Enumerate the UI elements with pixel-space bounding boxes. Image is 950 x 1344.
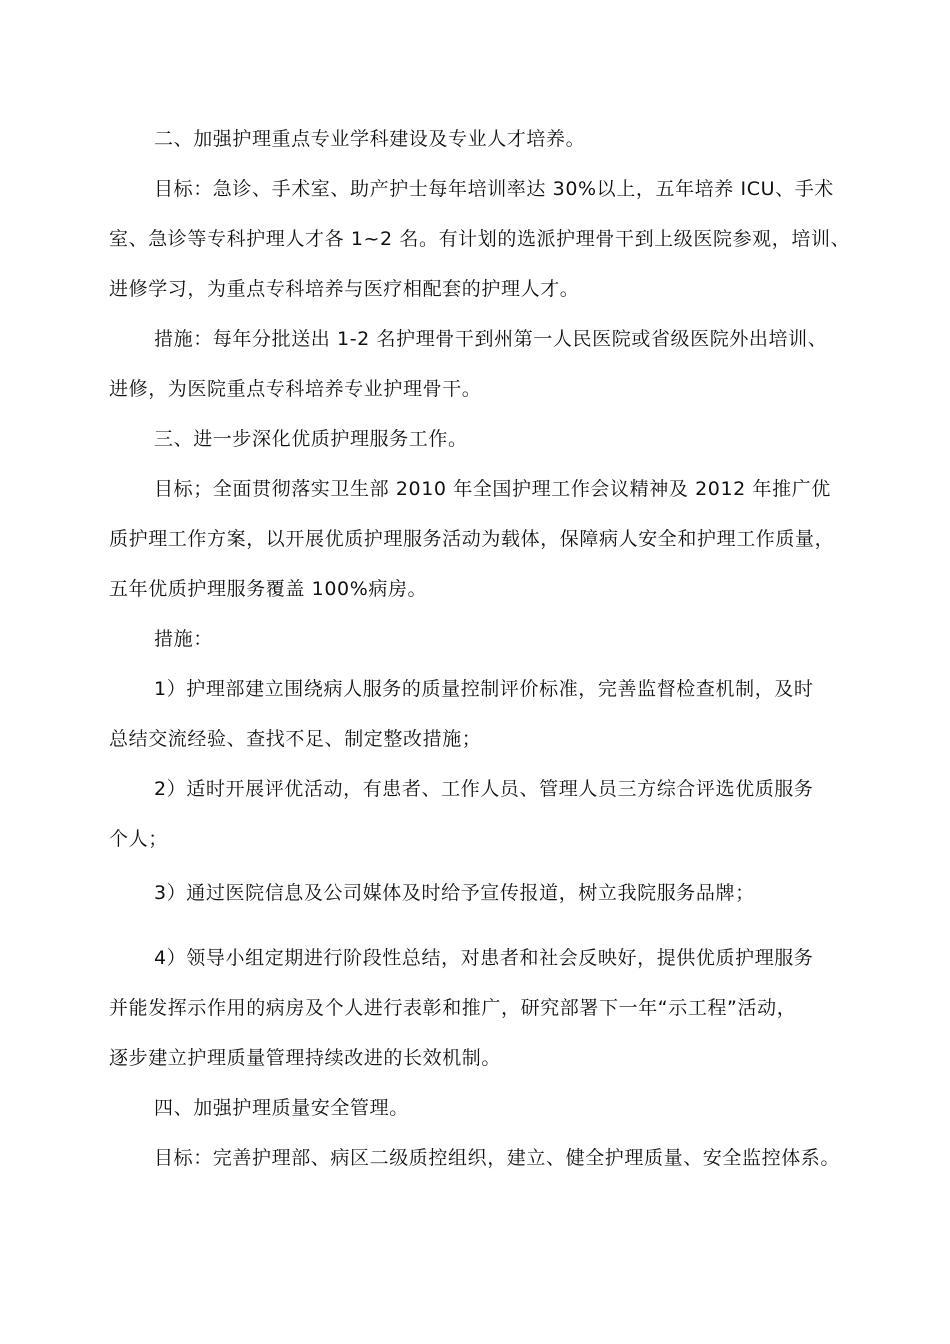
- measure-2-line-1: 2）适时开展评优活动，有患者、工作人员、管理人员三方综合评选优质服务: [154, 778, 814, 800]
- section-two-goal-line-2: 室、急诊等专科护理人才各 1~2 名。有计划的选派护理骨干到上级医院参观，培训、: [109, 228, 851, 250]
- section-three-goal-line-1: 目标；全面贯彻落实卫生部 2010 年全国护理工作会议精神及 2012 年推广优: [154, 478, 831, 500]
- section-four-goal-line-1: 目标：完善护理部、病区二级质控组织，建立、健全护理质量、安全监控体系。: [154, 1147, 841, 1169]
- section-three-goal-line-2: 质护理工作方案，以开展优质护理服务活动为载体，保障病人安全和护理工作质量，: [109, 528, 835, 550]
- section-two-measure-line-2: 进修，为医院重点专科培养专业护理骨干。: [109, 378, 482, 400]
- measure-4-line-3: 逐步建立护理质量管理持续改进的长效机制。: [109, 1047, 502, 1069]
- section-three-heading: 三、进一步深化优质护理服务工作。: [154, 428, 468, 450]
- measure-4-line-2: 并能发挥示作用的病房及个人进行表彰和推广，研究部署下一年“示工程”活动，: [109, 997, 797, 1019]
- section-two-measure-line-1: 措施：每年分批送出 1-2 名护理骨干到州第一人民医院或省级医院外出培训、: [154, 328, 828, 350]
- section-three-measures-label: 措施：: [154, 628, 213, 650]
- section-two-goal-line-3: 进修学习，为重点专科培养与医疗相配套的护理人才。: [109, 278, 580, 300]
- measure-2-line-2: 个人；: [109, 828, 168, 850]
- measure-1-line-2: 总结交流经验、查找不足、制定整改措施；: [109, 728, 482, 750]
- measure-3-line-1: 3）通过医院信息及公司媒体及时给予宣传报道，树立我院服务品牌；: [154, 882, 755, 904]
- section-three-goal-line-3: 五年优质护理服务覆盖 100%病房。: [109, 578, 428, 600]
- measure-4-line-1: 4）领导小组定期进行阶段性总结，对患者和社会反映好，提供优质护理服务: [154, 947, 814, 969]
- section-four-heading: 四、加强护理质量安全管理。: [154, 1097, 409, 1119]
- section-two-goal-line-1: 目标：急诊、手术室、助产护士每年培训率达 30%以上，五年培养 ICU、手术: [154, 178, 834, 200]
- measure-1-line-1: 1）护理部建立围绕病人服务的质量控制评价标准，完善监督检查机制，及时: [154, 678, 814, 700]
- section-two-heading: 二、加强护理重点专业学科建设及专业人才培养。: [154, 128, 586, 150]
